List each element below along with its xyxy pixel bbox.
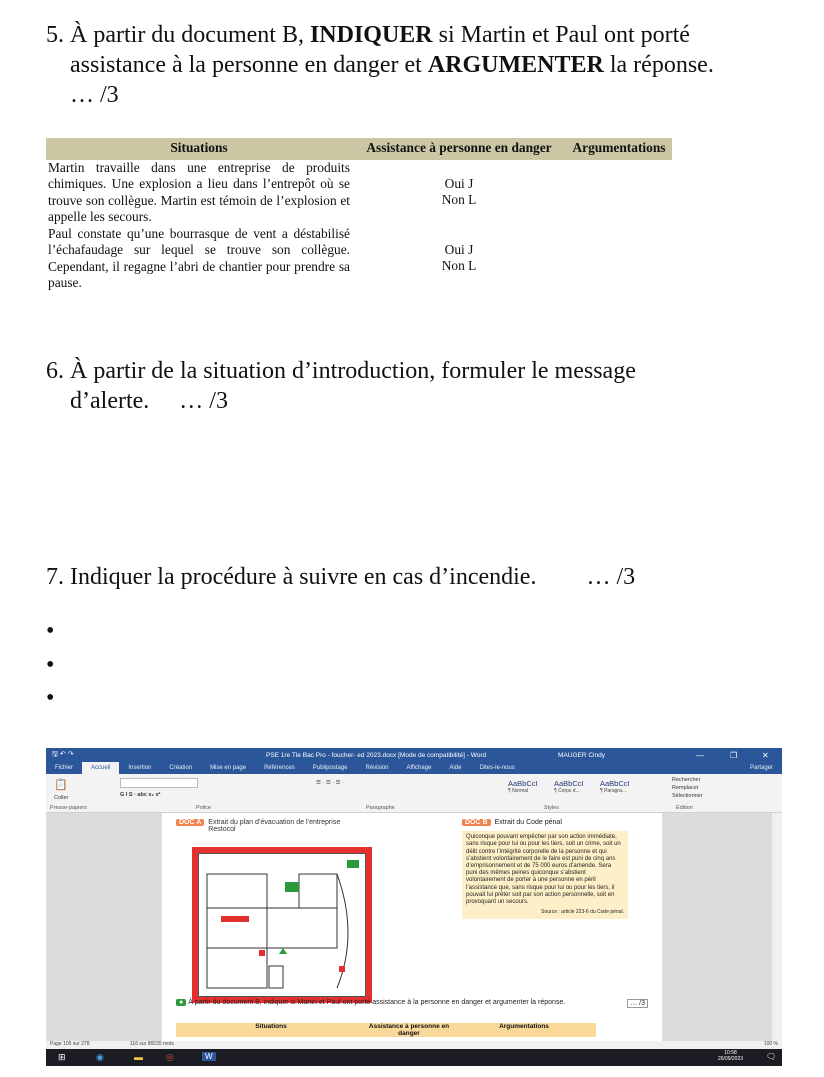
tab-insertion[interactable]: Insertion <box>128 765 152 771</box>
replace-button[interactable]: Remplacer <box>672 785 699 791</box>
option-oui[interactable]: Oui J <box>444 175 474 191</box>
bullet-2: • <box>46 652 55 678</box>
tab-revision[interactable]: Révision <box>365 765 389 771</box>
tab-references[interactable]: Références <box>264 765 295 771</box>
group-styles: Styles <box>544 805 559 811</box>
table-row <box>46 226 672 292</box>
word-screenshot <box>46 748 782 1066</box>
question-5-score: … /3 <box>70 82 119 108</box>
tab-fichier[interactable]: Fichier <box>55 765 74 771</box>
select-button[interactable]: Sélectionner <box>672 793 703 799</box>
file-explorer-icon[interactable]: ▬ <box>134 1052 143 1062</box>
question-7: 7. Indiquer la procédure à suivre en cas d’incendie. … /3 <box>46 564 636 590</box>
tab-accueil[interactable]: Accueil <box>82 762 119 774</box>
close-icon[interactable]: ✕ <box>762 750 769 760</box>
answer-options <box>352 226 566 292</box>
header-situations: Situations <box>46 138 352 160</box>
style-paragraphe[interactable]: AaBbCcI ¶ Paragra... <box>600 779 630 794</box>
search-button[interactable]: Rechercher <box>672 777 701 783</box>
tab-publipostage[interactable]: Publipostage <box>312 765 348 771</box>
minimize-icon[interactable]: — <box>696 750 704 760</box>
font-name-input[interactable] <box>120 778 198 788</box>
group-paragraph: Paragraphe <box>366 805 395 811</box>
question-badge-icon: ● <box>176 999 186 1006</box>
doc-b <box>462 819 628 949</box>
paste-icon[interactable]: 📋 <box>54 779 68 791</box>
header-argumentations: Argumentations <box>566 138 672 160</box>
argumentation-cell[interactable] <box>566 160 672 226</box>
situation-paul: Paul constate qu’une bourrasque de vent a déstabilisé l’échafaudage sur lequel se trouve son collègue. Cependant, il regagne l’abri de chantier pour prendre sa pause. <box>48 225 350 290</box>
paste-button[interactable]: Coller <box>54 795 69 801</box>
question-5: 5. À partir du document B, INDIQUER si Martin et Paul ont porté assistance à la personne en danger et ARGUMENTER la réponse. … /3 <box>46 22 714 108</box>
question-6-score: … /3 <box>179 388 228 414</box>
status-bar <box>46 1041 782 1049</box>
floor-plan-drawing <box>199 854 365 996</box>
doc-a-badge: DOC A <box>176 819 204 826</box>
group-font: Police <box>196 805 211 811</box>
word-titlebar <box>46 748 782 762</box>
window-title: PSE 1re Tle Bac Pro - foucher- ed 2023.docx [Mode de compatibilité] - Word <box>266 751 487 759</box>
clock: 10:58 26/09/2023 <box>718 1050 744 1062</box>
argumentation-cell[interactable] <box>566 226 672 292</box>
table-row <box>46 160 672 226</box>
bullet-3: • <box>46 685 55 711</box>
group-editing: Édition <box>676 805 693 811</box>
tab-mise-en-page[interactable]: Mise en page <box>210 765 247 771</box>
keyword-indiquer: INDIQUER <box>309 22 433 48</box>
tab-creation[interactable]: Création <box>169 765 193 771</box>
ribbon <box>46 774 782 813</box>
style-normal[interactable]: AaBbCcI ¶ Normal <box>508 779 538 794</box>
chrome-icon[interactable]: ◎ <box>166 1052 174 1062</box>
tab-affichage[interactable]: Affichage <box>406 765 432 771</box>
word-count: 116 sur 86535 mots <box>130 1041 174 1047</box>
save-icon[interactable]: 🖫 ↶ ↷ <box>52 750 74 758</box>
doc-b-badge: DOC B <box>462 819 491 826</box>
share-button[interactable]: Partager <box>749 765 773 771</box>
mini-question-5: ● À partir du document B, indiquer si Martin et Paul ont porté assistance à la personne en danger et argumenter la réponse. … /3 <box>176 999 648 1006</box>
document-page[interactable] <box>162 813 662 1041</box>
situation-martin: Martin travaille dans une entreprise de produits chimiques. Une explosion a lieu dans l’entrepôt où se trouve son collègue. Martin est témoin de l’explosion et appelle les secours. <box>48 159 350 224</box>
option-non[interactable]: Non L <box>441 192 477 207</box>
mini-score-box: … /3 <box>627 999 648 1008</box>
notification-icon[interactable]: 🗨 <box>766 1052 777 1061</box>
option-oui[interactable]: Oui J <box>444 241 474 257</box>
maximize-icon[interactable]: ❐ <box>730 750 738 760</box>
situations-table <box>46 138 672 292</box>
doc-a <box>176 819 416 1005</box>
windows-start-icon[interactable]: ⊞ <box>58 1052 66 1062</box>
group-clipboard: Presse-papiers <box>50 805 87 811</box>
ribbon-tabs <box>46 762 782 774</box>
mini-table-header: Situations Assistance à personne en danger Argumentations <box>176 1023 596 1037</box>
answer-options <box>352 160 566 226</box>
bullet-1: • <box>46 618 55 644</box>
word-taskbar-icon[interactable]: W <box>202 1052 216 1061</box>
edge-icon[interactable]: ◉ <box>96 1052 104 1062</box>
document-area <box>46 813 782 1041</box>
keyword-argumenter: ARGUMENTER <box>427 52 604 78</box>
doc-a-title: Extrait du plan d’évacuation de l’entreprise Restocol <box>208 819 341 833</box>
style-corps[interactable]: AaBbCcI ¶ Corps d... <box>554 779 584 794</box>
tab-aide[interactable]: Aide <box>449 765 462 771</box>
option-non[interactable]: Non L <box>441 258 477 273</box>
font-format-buttons[interactable]: G I S · abc x₂ x² <box>120 792 161 798</box>
penal-code-excerpt: Quiconque pouvant empêcher par son action immédiate, sans risque pour lui ou pour les tiers, soit un crime, soit un délit contre l’intégrité corporelle de la personne et qui s’abstient volontairement de le faire est puni de cinq ans d’emprisonnement et de 75 000 euros d’amende. Sera puni des mêmes peines quiconque s’abstient volontairement de porter à une personne en péril l’assistance que, sans risque pour lui ou pour les tiers, il pouvait lui prêter soit par son action personnelle, soit en provoquant un secours. Source : article 223-6 du Code pénal. <box>462 831 628 919</box>
user-name: MAUGER Cindy <box>558 751 605 759</box>
header-assistance: Assistance à personne en danger <box>352 138 566 160</box>
taskbar <box>46 1049 782 1066</box>
question-6: 6. À partir de la situation d’introduction, formuler le message d’alerte. … /3 <box>46 358 636 414</box>
tab-dites-le-nous[interactable]: Dites-le-nous <box>479 765 515 771</box>
question-7-score: … /3 <box>586 564 636 590</box>
doc-b-title: Extrait du Code pénal <box>494 819 562 826</box>
penal-code-source: Source : article 223-6 du Code pénal. <box>541 909 624 916</box>
list-buttons[interactable]: ☰ · ☰ · ☰ · <box>316 780 344 786</box>
zoom-level[interactable]: 100 % <box>763 1041 778 1047</box>
page-count: Page 105 sur 278 <box>50 1041 90 1047</box>
evacuation-plan <box>192 847 372 1003</box>
vertical-scrollbar[interactable] <box>772 813 782 1041</box>
